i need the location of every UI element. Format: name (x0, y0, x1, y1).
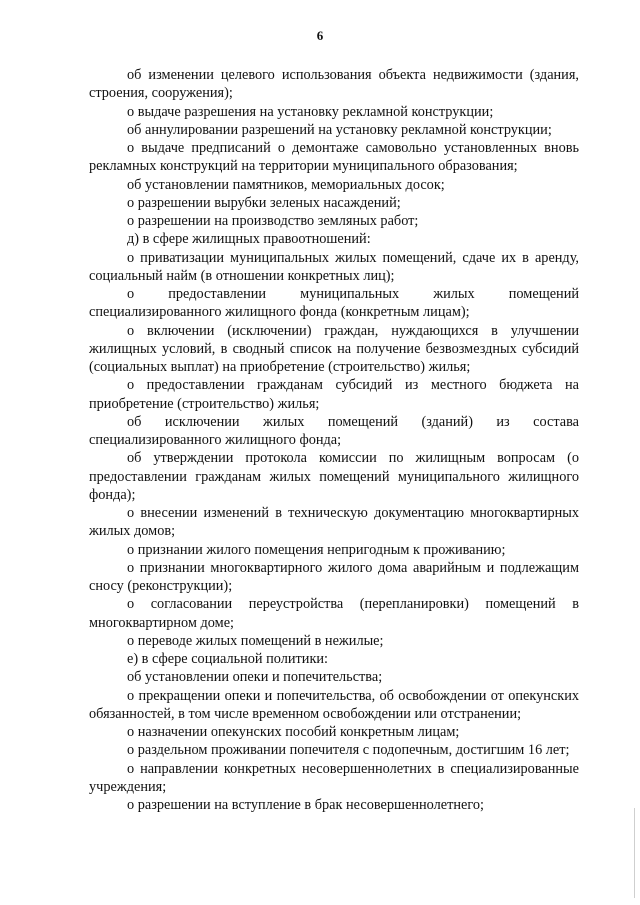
paragraph: об исключении жилых помещений (зданий) из состава специализированного жилищного фонда; (89, 413, 579, 448)
paragraph: о внесении изменений в техническую документацию многоквартирных жилых домов; (89, 505, 579, 540)
document-body (89, 66, 579, 814)
section-heading: е) в сфере социальной политики: (127, 651, 329, 667)
paragraph: о выдаче предписаний о демонтаже самовольно установленных вновь рекламных конструкций на территории муниципального образования; (89, 140, 579, 175)
paragraph: об утверждении протокола комиссии по жилищным вопросам (о предоставлении гражданам жилых помещений муниципального жилищного фонда); (89, 450, 579, 503)
paragraph: о переводе жилых помещений в нежилые; (127, 632, 384, 649)
paragraph: о согласовании переустройства (перепланировки) помещений в многоквартирном доме; (89, 596, 579, 631)
paragraph: об аннулировании разрешений на установку рекламной конструкции; (127, 121, 552, 138)
section-heading: д) в сфере жилищных правоотношений: (127, 231, 371, 248)
paragraph: о выдаче разрешения на установку рекламной конструкции; (127, 103, 494, 120)
paragraph: о предоставлении гражданам субсидий из местного бюджета на приобретение (строительство) жилья; (89, 377, 579, 412)
scan-edge-line (634, 808, 635, 898)
paragraph: о предоставлении муниципальных жилых помещений специализированного жилищного фонда (конкретным лицам); (89, 286, 579, 321)
paragraph: об изменении целевого использования объекта недвижимости (здания, строения, сооружения); (89, 67, 579, 102)
paragraph: о назначении опекунских пособий конкретным лицам; (127, 724, 460, 740)
paragraph: о разрешении на производство земляных работ; (127, 213, 419, 229)
paragraph: о признании жилого помещения непригодным к проживанию; (127, 541, 506, 558)
paragraph: о разрешении на вступление в брак несовершеннолетнего; (127, 797, 484, 813)
paragraph: о раздельном проживании попечителя с подопечным, достигшим 16 лет; (127, 742, 570, 759)
paragraph: об установлении опеки и попечительства; (127, 669, 383, 686)
paragraph: о приватизации муниципальных жилых помещений, сдаче их в аренду, социальный найм (в отношении конкретных лиц); (89, 249, 579, 284)
paragraph: о признании многоквартирного жилого дома аварийным и подлежащим сносу (реконструкции); (89, 559, 579, 594)
paragraph: о направлении конкретных несовершеннолетних в специализированные учреждения; (89, 760, 579, 795)
page-number: 6 (316, 28, 324, 43)
paragraph: о прекращении опеки и попечительства, об освобождении от опекунских обязанностей, в том числе временном освобождении или отстранении; (89, 687, 579, 722)
paragraph: о разрешении вырубки зеленых насаждений; (127, 194, 401, 211)
paragraph: о включении (исключении) граждан, нуждающихся в улучшении жилищных условий, в сводный список на получение безвозмездных субсидий (социальных выплат) на приобретение (строительство) жилья; (89, 322, 579, 375)
paragraph: об установлении памятников, мемориальных досок; (127, 176, 445, 193)
